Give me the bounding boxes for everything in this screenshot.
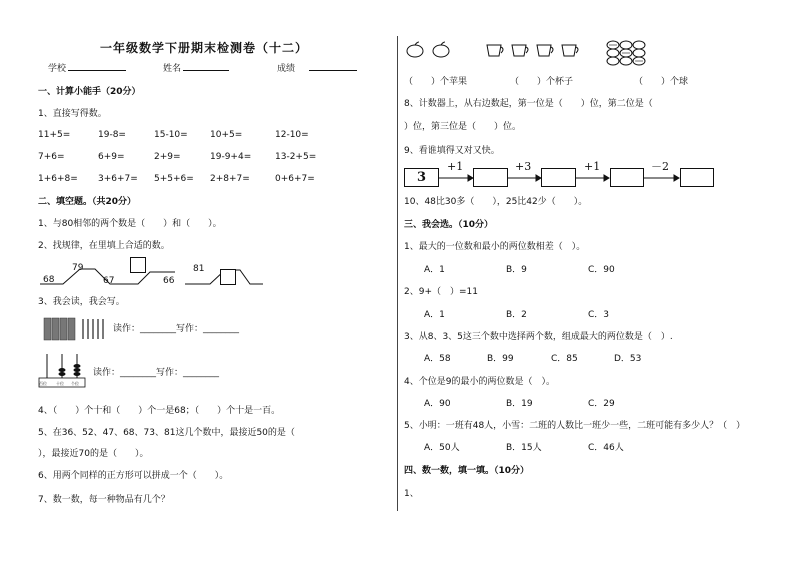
s3-q3-opt-c[interactable]: C．85 [551,354,578,364]
school-label [48,63,126,75]
calc-r1c5: 12-10= [275,130,309,140]
calc-r1c3: 15-10= [154,130,188,140]
s3-q4-opt-a[interactable]: A．90 [424,399,451,409]
s3-q2-opt-a[interactable]: A．1 [424,310,445,320]
calc-r2c3: 2+9= [154,152,181,162]
name-text: 姓名 [163,64,182,74]
section4-heading: 四、数一数，填一填。（10分） [404,466,530,476]
count-apples: （ ）个苹果 [404,77,468,87]
s3-q2: 2、9+（ ）=11 [404,287,478,297]
q10: 10、48比30多（ ），25比42少（ ）。 [404,197,588,207]
score-label [277,63,357,75]
calc-r3c4: 2+8+7= [210,174,250,184]
s3-q3-opt-d[interactable]: D．53 [614,354,642,364]
s3-q5-opt-b[interactable]: B．15人 [506,443,542,453]
s4-q1: 1、 [404,489,419,499]
abacus-label-ones: 个位 [71,381,79,386]
s3-q1-opt-c[interactable]: C．90 [588,265,615,275]
stick-bundles-icon [44,318,114,342]
page-title: 一年级数学下册期末检测卷（十二） [100,41,309,55]
column-divider [397,36,398,511]
count-cups: （ ）个杯子 [510,77,574,87]
chain-arrows [404,172,714,184]
s3-q3-opt-b[interactable]: B．99 [487,354,514,364]
count-balls: （ ）个球 [634,77,689,87]
calc-r1c4: 10+5= [210,130,243,140]
calc-r2c1: 7+6= [38,152,65,162]
s1-q1: 1、直接写得数。 [38,109,107,119]
s3-q5-opt-c[interactable]: C．46人 [588,443,624,453]
ball-icon [606,40,654,66]
apple-icon [405,42,465,62]
calc-r3c1: 1+6+8= [38,174,78,184]
stair-num-67: 67 [103,276,115,286]
s2-q7: 7、数一数，每一种物品有几个？ [38,495,170,505]
section1-heading: 一、计算小能手（20分） [38,87,141,97]
s3-q2-opt-b[interactable]: B．2 [506,310,527,320]
school-text: 学校 [48,64,67,74]
stair-answer-box-2[interactable] [220,269,236,285]
calc-r3c3: 5+5+6= [154,174,194,184]
s3-q5-opt-a[interactable]: A．50人 [424,443,460,453]
s2-q5a: 5、在36、52、47、68、73、81这几个数中，最接近50的是（ [38,428,295,438]
stair-num-79: 79 [72,263,84,273]
chain-op-3: +1 [584,160,601,173]
s2-q5b: ），最接近70的是（ ）。 [38,449,149,459]
s2-q4: 4、（ ）个十和（ ）个一是68；（ ）个十是一百。 [38,406,281,416]
name-label [163,63,229,75]
calc-r1c1: 11+5= [38,130,71,140]
number-staircase [35,256,275,296]
s3-q3-opt-a[interactable]: A．58 [424,354,451,364]
abacus-label-tens: 十位 [56,381,64,386]
chain-op-1: +1 [447,160,464,173]
stair-answer-box-1[interactable] [130,257,146,273]
s2-q6: 6、用两个同样的正方形可以拼成一个（ ）。 [38,471,229,481]
section3-heading: 三、我会选。（10分） [404,220,494,230]
s3-q1: 1、最大的一位数和最小的两位数相差（ ）。 [404,242,586,252]
stair-num-81: 81 [193,264,205,274]
q8b: ）位，第三位是（ ）位。 [404,122,522,132]
stair-num-66: 66 [163,276,175,286]
read-write-line-1[interactable]: 读作：________写作：________ [113,324,240,334]
calc-r3c5: 0+6+7= [275,174,315,184]
calc-r1c2: 19-8= [98,130,126,140]
s3-q1-opt-b[interactable]: B．9 [506,265,527,275]
chain-op-2: +3 [515,160,532,173]
cup-icon [485,44,595,64]
chain-start-box: 3 [404,168,439,187]
section2-heading: 二、填空题。（共20分） [38,197,137,207]
s3-q5: 5、小明：一班有48人，小雪：二班的人数比一班少一些，二班可能有多少人？（ ） [404,421,746,431]
s3-q4: 4、个位是9的最小的两位数是（ ）。 [404,377,555,387]
s3-q2-opt-c[interactable]: C．3 [588,310,610,320]
calc-r2c5: 13-2+5= [275,152,317,162]
read-write-line-2[interactable]: 读作：________写作：________ [93,368,220,378]
s3-q1-opt-a[interactable]: A．1 [424,265,445,275]
chain-op-4: －2 [651,160,669,173]
stair-num-68: 68 [43,275,55,285]
s2-q1: 1、与80相邻的两个数是（ ）和（ ）。 [38,219,222,229]
calc-r2c2: 6+9= [98,152,125,162]
s3-q3: 3、从8、3、5这三个数中选择两个数，组成最大的两位数是（ ）. [404,332,673,342]
s3-q4-opt-b[interactable]: B．19 [506,399,533,409]
s2-q3: 3、我会读，我会写。 [38,297,125,307]
s3-q4-opt-c[interactable]: C．29 [588,399,615,409]
q8a: 8、计数器上，从右边数起，第一位是（ ）位，第二位是（ [404,99,653,109]
calc-r3c2: 3+6+7= [98,174,138,184]
calc-r2c4: 19-9+4= [210,152,252,162]
abacus-label-hundreds: 百位 [39,381,47,386]
score-text: 成绩 [277,64,296,74]
q9: 9、看谁填得又对又快。 [404,146,500,156]
s2-q2: 2、找规律，在里填上合适的数。 [38,241,170,251]
